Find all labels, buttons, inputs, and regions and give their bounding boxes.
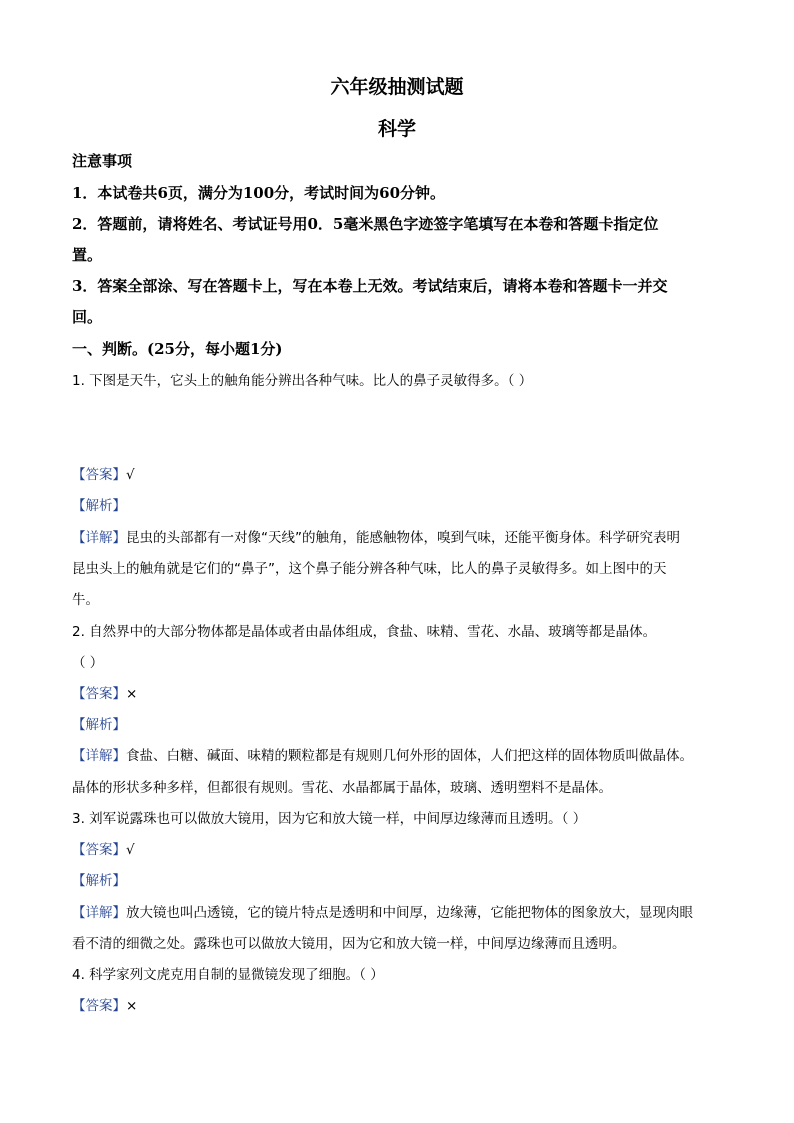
question-3-analysis	[72, 869, 732, 889]
detail-label: 【详解】	[72, 905, 126, 921]
question-3-answer	[72, 838, 732, 858]
notice-heading: 注意事项	[72, 152, 133, 170]
notice-item: 置。	[72, 246, 103, 264]
notice-item: 3．答案全部涂、写在答题卡上，写在本卷上无效。考试结束后，请将本卷和答题卡一并交	[72, 277, 668, 295]
answer-label: 【答案】	[72, 467, 126, 483]
analysis-label: 【解析】	[72, 498, 126, 514]
answer-label: 【答案】	[72, 998, 126, 1014]
question-2-analysis	[72, 713, 732, 733]
answer-value: ×	[126, 686, 138, 702]
question-3-detail-cont: 看不清的细微之处。露珠也可以做放大镜用，因为它和放大镜一样，中间厚边缘薄而且透明。	[72, 936, 626, 952]
question-2-stem-cont: （ ）	[72, 655, 104, 671]
answer-value: √	[126, 467, 135, 483]
question-1-detail-cont: 昆虫头上的触角就是它们的“鼻子”，这个鼻子能分辨各种气味，比人的鼻子灵敏得多。如上图中的天	[72, 561, 667, 577]
analysis-label: 【解析】	[72, 873, 126, 889]
section-heading: 一、判断。(25分，每小题1分)	[72, 340, 283, 358]
notice-item: 1．本试卷共6页，满分为100分，考试时间为60分钟。	[72, 184, 446, 202]
question-2-answer	[72, 682, 732, 702]
detail-label: 【详解】	[72, 748, 126, 764]
question-2-stem: 2. 自然界中的大部分物体都是晶体或者由晶体组成，食盐、味精、雪花、水晶、玻璃等都是晶体。	[72, 624, 657, 640]
answer-value: ×	[126, 998, 138, 1014]
question-2-detail	[72, 744, 732, 764]
question-1-stem: 1. 下图是天牛，它头上的触角能分辨出各种气味。比人的鼻子灵敏得多。（ ）	[72, 373, 533, 389]
question-2-detail-cont: 晶体的形状多种多样，但都很有规则。雪花、水晶都属于晶体，玻璃、透明塑料不是晶体。	[72, 780, 612, 796]
page-title: 六年级抽测试题	[330, 76, 464, 98]
analysis-label: 【解析】	[72, 717, 126, 733]
answer-value: √	[126, 842, 135, 858]
question-4-stem: 4. 科学家列文虎克用自制的显微镜发现了细胞。（ ）	[72, 967, 384, 983]
detail-text: 昆虫的头部都有一对像“天线”的触角，能感触物体，嗅到气味，还能平衡身体。科学研究表明	[126, 530, 680, 546]
detail-text: 放大镜也叫凸透镜，它的镜片特点是透明和中间厚，边缘薄，它能把物体的图象放大，显现肉眼	[126, 905, 693, 921]
question-3-detail	[72, 901, 732, 921]
detail-label: 【详解】	[72, 530, 126, 546]
question-1-detail-cont: 牛。	[72, 592, 99, 608]
question-3-stem: 3. 刘军说露珠也可以做放大镜用，因为它和放大镜一样，中间厚边缘薄而且透明。（ ）	[72, 811, 587, 827]
question-1-detail	[72, 526, 732, 546]
subject-title: 科学	[377, 118, 416, 140]
notice-item: 回。	[72, 308, 103, 326]
answer-label: 【答案】	[72, 686, 126, 702]
question-4-answer	[72, 994, 732, 1014]
question-1-analysis	[72, 494, 732, 514]
answer-label: 【答案】	[72, 842, 126, 858]
notice-item: 2．答题前，请将姓名、考试证号用0．5毫米黑色字迹签字笔填写在本卷和答题卡指定位	[72, 215, 659, 233]
question-1-answer	[72, 463, 732, 483]
detail-text: 食盐、白糖、碱面、味精的颗粒都是有规则几何外形的固体，人们把这样的固体物质叫做晶体。	[126, 748, 693, 764]
